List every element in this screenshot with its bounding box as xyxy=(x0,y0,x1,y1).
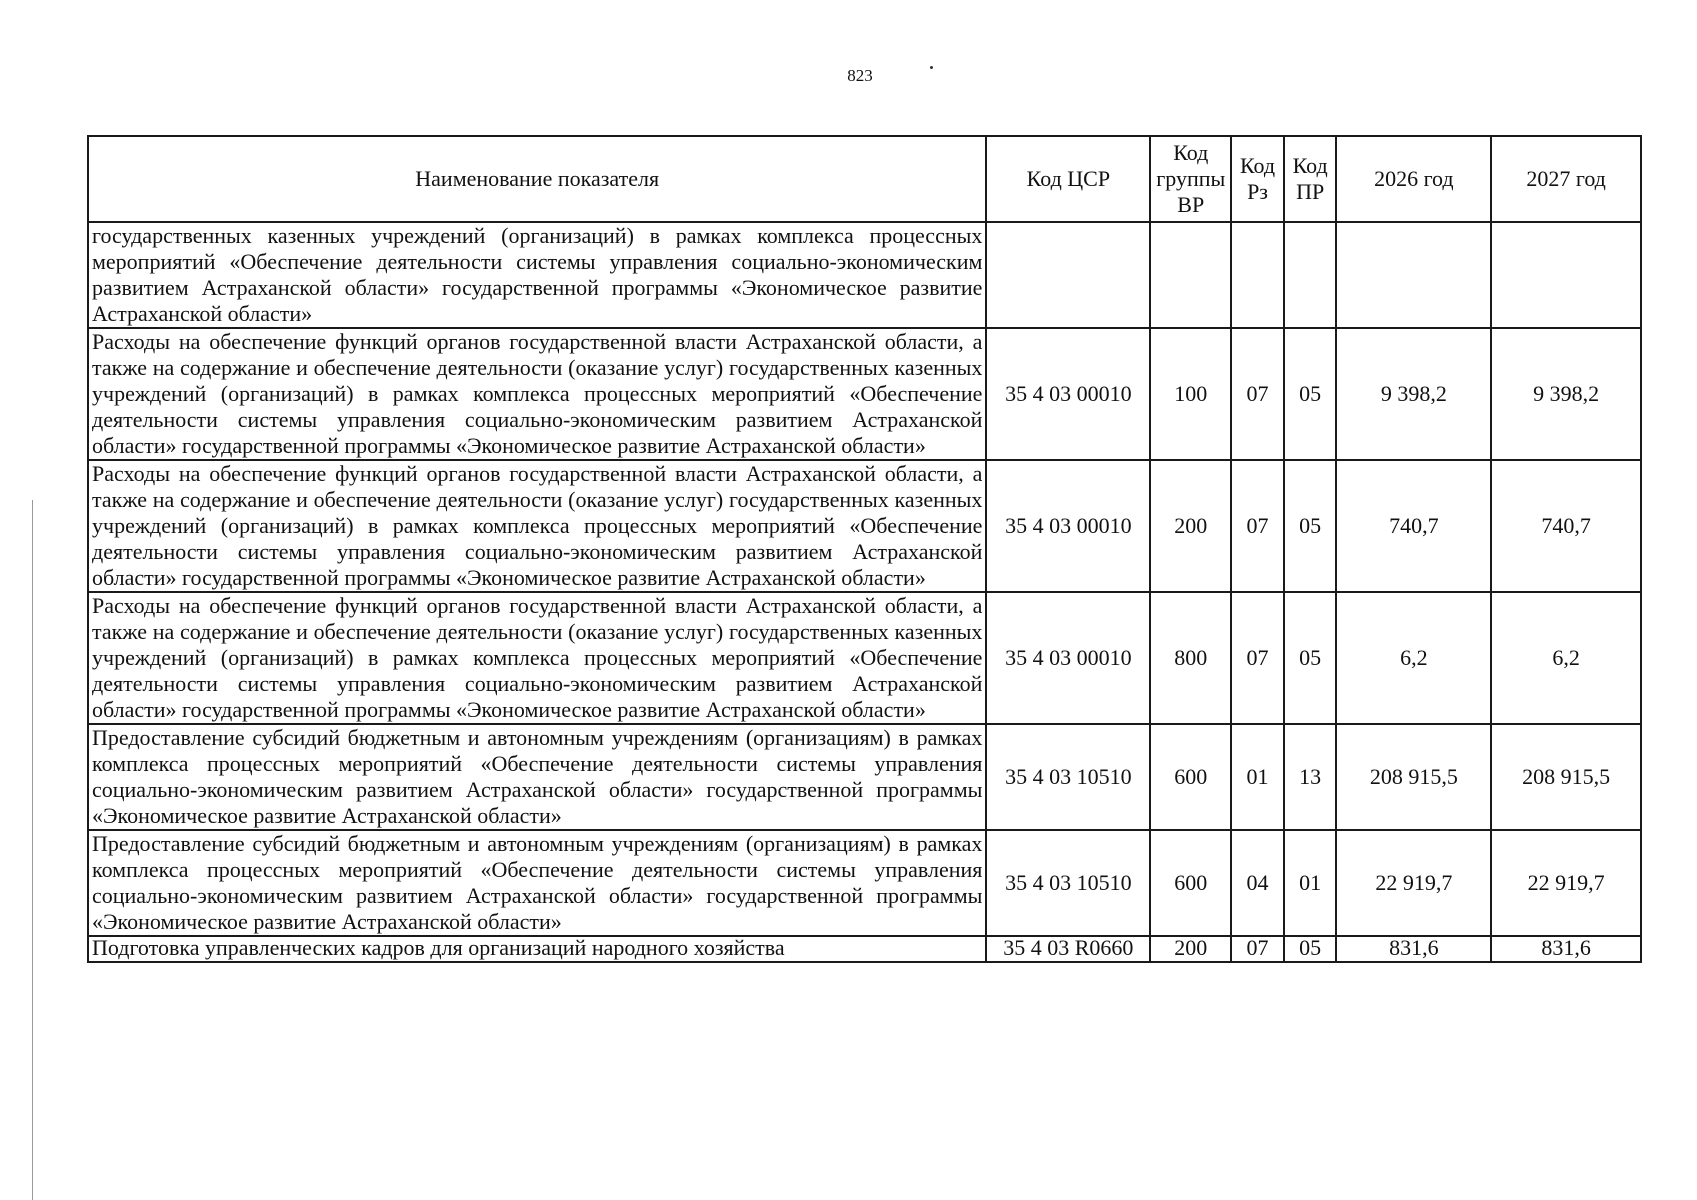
row-pr: 05 xyxy=(1284,460,1337,592)
row-rz: 01 xyxy=(1231,724,1284,830)
row-rz: 07 xyxy=(1231,460,1284,592)
binding-margin-line xyxy=(32,500,33,1200)
row-2026: 9 398,2 xyxy=(1336,328,1491,460)
row-vr xyxy=(1150,222,1231,328)
row-rz xyxy=(1231,222,1284,328)
row-csr xyxy=(986,222,1150,328)
header-csr: Код ЦСР xyxy=(986,136,1150,222)
page-number: 823 xyxy=(847,66,873,85)
row-vr: 200 xyxy=(1150,460,1231,592)
table-row xyxy=(88,460,1641,592)
header-2026: 2026 год xyxy=(1336,136,1491,222)
table-row xyxy=(88,936,1641,962)
row-2027: 208 915,5 xyxy=(1491,724,1641,830)
header-2027: 2027 год xyxy=(1491,136,1641,222)
row-pr: 05 xyxy=(1284,592,1337,724)
row-pr: 05 xyxy=(1284,936,1337,962)
row-2026: 6,2 xyxy=(1336,592,1491,724)
row-name: Предоставление субсидий бюджетным и автономным учреждениям (организациям) в рамках комплекса процессных мероприятий «Обеспечение деятельности системы управления социально-экономическим развитием Астраханской области» государственной программы «Экономическое развитие Астраханской области» xyxy=(88,830,986,936)
row-vr: 100 xyxy=(1150,328,1231,460)
table-row xyxy=(88,592,1641,724)
row-name: Расходы на обеспечение функций органов государственной власти Астраханской области, а также на содержание и обеспечение деятельности (оказание услуг) государственных казенных учреждений (организаций) в рамках комплекса процессных мероприятий «Обеспечение деятельности системы управления социально-экономическим развитием Астраханской области» государственной программы «Экономическое развитие Астраханской области» xyxy=(88,460,986,592)
table-header-row xyxy=(88,136,1641,222)
row-2027: 22 919,7 xyxy=(1491,830,1641,936)
row-vr: 600 xyxy=(1150,830,1231,936)
row-2026: 831,6 xyxy=(1336,936,1491,962)
row-name: Предоставление субсидий бюджетным и автономным учреждениям (организациям) в рамках комплекса процессных мероприятий «Обеспечение деятельности системы управления социально-экономическим развитием Астраханской области» государственной программы «Экономическое развитие Астраханской области» xyxy=(88,724,986,830)
row-csr: 35 4 03 00010 xyxy=(986,328,1150,460)
header-name: Наименование показателя xyxy=(88,136,986,222)
row-pr: 13 xyxy=(1284,724,1337,830)
row-2027: 9 398,2 xyxy=(1491,328,1641,460)
row-vr: 200 xyxy=(1150,936,1231,962)
row-2026: 22 919,7 xyxy=(1336,830,1491,936)
row-2027: 831,6 xyxy=(1491,936,1641,962)
row-2027: 6,2 xyxy=(1491,592,1641,724)
row-2026: 740,7 xyxy=(1336,460,1491,592)
budget-table xyxy=(87,135,1642,963)
row-pr: 05 xyxy=(1284,328,1337,460)
row-vr: 800 xyxy=(1150,592,1231,724)
row-rz: 07 xyxy=(1231,592,1284,724)
row-2026: 208 915,5 xyxy=(1336,724,1491,830)
row-rz: 07 xyxy=(1231,936,1284,962)
row-pr: 01 xyxy=(1284,830,1337,936)
table-row xyxy=(88,222,1641,328)
row-csr: 35 4 03 R0660 xyxy=(986,936,1150,962)
row-name: Расходы на обеспечение функций органов государственной власти Астраханской области, а также на содержание и обеспечение деятельности (оказание услуг) государственных казенных учреждений (организаций) в рамках комплекса процессных мероприятий «Обеспечение деятельности системы управления социально-экономическим развитием Астраханской области» государственной программы «Экономическое развитие Астраханской области» xyxy=(88,328,986,460)
row-name: Расходы на обеспечение функций органов государственной власти Астраханской области, а также на содержание и обеспечение деятельности (оказание услуг) государственных казенных учреждений (организаций) в рамках комплекса процессных мероприятий «Обеспечение деятельности системы управления социально-экономическим развитием Астраханской области» государственной программы «Экономическое развитие Астраханской области» xyxy=(88,592,986,724)
row-csr: 35 4 03 00010 xyxy=(986,592,1150,724)
row-name: Подготовка управленческих кадров для организаций народного хозяйства xyxy=(88,936,986,962)
table-row xyxy=(88,328,1641,460)
row-csr: 35 4 03 10510 xyxy=(986,830,1150,936)
row-pr xyxy=(1284,222,1337,328)
row-rz: 04 xyxy=(1231,830,1284,936)
row-csr: 35 4 03 10510 xyxy=(986,724,1150,830)
row-2027 xyxy=(1491,222,1641,328)
table-row xyxy=(88,724,1641,830)
row-2026 xyxy=(1336,222,1491,328)
row-vr: 600 xyxy=(1150,724,1231,830)
row-name: государственных казенных учреждений (организаций) в рамках комплекса процессных мероприятий «Обеспечение деятельности системы управления социально-экономическим развитием Астраханской области» государственной программы «Экономическое развитие Астраханской области» xyxy=(88,222,986,328)
row-rz: 07 xyxy=(1231,328,1284,460)
row-2027: 740,7 xyxy=(1491,460,1641,592)
header-rz: Код Рз xyxy=(1231,136,1284,222)
table-row xyxy=(88,830,1641,936)
header-pr: Код ПР xyxy=(1284,136,1337,222)
header-vr: Код группы ВР xyxy=(1150,136,1231,222)
row-csr: 35 4 03 00010 xyxy=(986,460,1150,592)
scan-speck xyxy=(930,66,933,69)
